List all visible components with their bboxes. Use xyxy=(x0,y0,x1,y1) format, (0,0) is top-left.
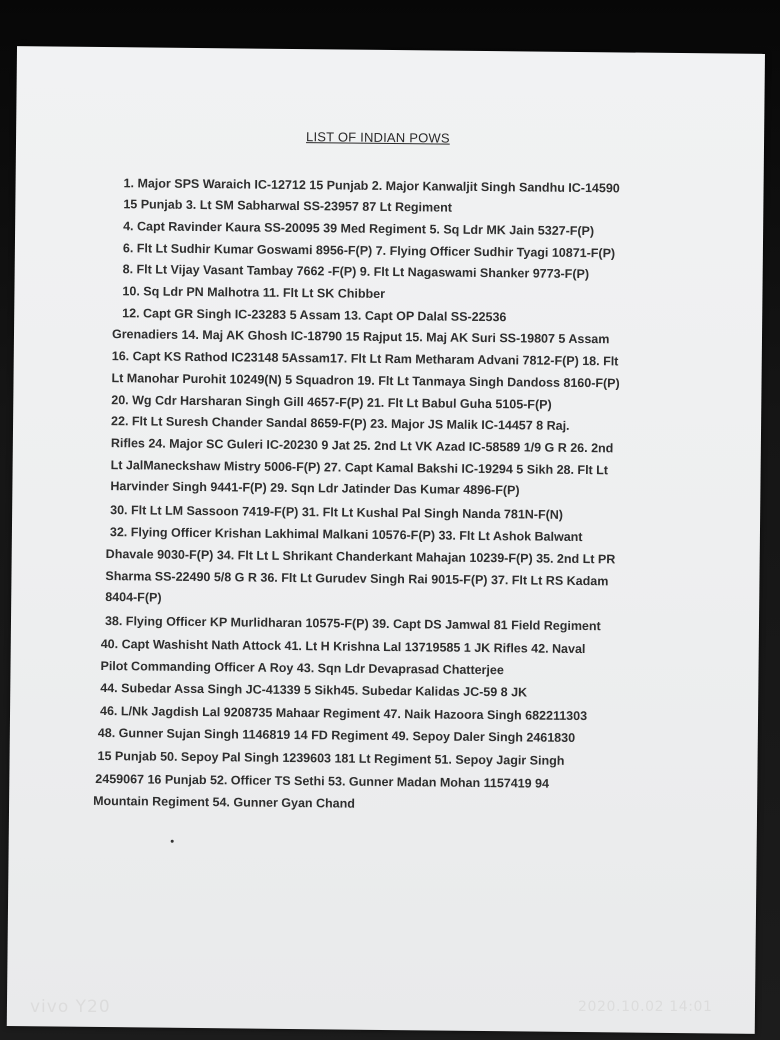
list-line: 38. Flying Officer KP Murlidharan 10575-F(P) 39. Capt DS Jamwal 81 Field Regiment xyxy=(104,614,601,634)
list-line: 22. Flt Lt Suresh Chander Sandal 8659-F(P) 23. Major JS Malik IC-14457 8 Raj. xyxy=(111,414,570,433)
list-line: 48. Gunner Sujan Singh 1146819 14 FD Regiment 49. Sepoy Daler Singh 2461830 xyxy=(97,725,576,745)
list-line: 30. Flt Lt LM Sassoon 7419-F(P) 31. Flt Lt Kushal Pal Singh Nanda 781N-F(N) xyxy=(110,503,564,522)
list-line: 15 Punjab 50. Sepoy Pal Singh 1239603 181 Lt Regiment 51. Sepoy Jagir Singh xyxy=(97,748,565,768)
list-line: Sharma SS-22490 5/8 G R 36. Flt Lt Gurudev Singh Rai 9015-F(P) 37. Flt Lt RS Kadam xyxy=(105,569,609,589)
list-line: 15 Punjab 3. Lt SM Sabharwal SS-23957 87 Lt Regiment xyxy=(123,197,453,215)
list-line: Mountain Regiment 54. Gunner Gyan Chand xyxy=(93,793,356,811)
list-line: 1. Major SPS Waraich IC-12712 15 Punjab 2. Major Kanwaljit Singh Sandhu IC-14590 xyxy=(123,176,620,196)
list-line: 6. Flt Lt Sudhir Kumar Goswami 8956-F(P) 7. Flying Officer Sudhir Tyagi 10871-F(P) xyxy=(122,241,616,261)
list-line: 8404-F(P) xyxy=(105,590,162,605)
list-line: Dhavale 9030-F(P) 34. Flt Lt L Shrikant Chanderkant Mahajan 10239-F(P) 35. 2nd Lt PR xyxy=(105,547,616,567)
list-line: 8. Flt Lt Vijay Vasant Tambay 7662 -F(P) 9. Flt Lt Nagaswami Shanker 9773-F(P) xyxy=(122,262,590,282)
list-line: 4. Capt Ravinder Kaura SS-20095 39 Med Regiment 5. Sq Ldr MK Jain 5327-F(P) xyxy=(123,219,595,239)
list-line: 12. Capt GR Singh IC-23283 5 Assam 13. Capt OP Dalal SS-22536 xyxy=(122,306,507,325)
list-line: Rifles 24. Major SC Guleri IC-20230 9 Jat 25. 2nd Lt VK Azad IC-58589 1/9 G R 26. 2nd xyxy=(110,436,614,456)
list-line: Lt JalManeckshaw Mistry 5006-F(P) 27. Capt Kamal Bakshi IC-19294 5 Sikh 28. Flt Lt xyxy=(110,458,609,478)
list-line: 32. Flying Officer Krishan Lakhimal Malkani 10576-F(P) 33. Flt Lt Ashok Balwant xyxy=(109,525,583,545)
camera-brand-watermark: vivo Y20 xyxy=(30,997,111,1017)
list-line: 16. Capt KS Rathod IC23148 5Assam17. Flt Lt Ram Metharam Advani 7812-F(P) 18. Flt xyxy=(111,349,619,369)
list-line: 40. Capt Washisht Nath Attock 41. Lt H Krishna Lal 13719585 1 JK Rifles 42. Naval xyxy=(100,636,586,657)
list-line: Lt Manohar Purohit 10249(N) 5 Squadron 19. Flt Lt Tanmaya Singh Dandoss 8160-F(P) xyxy=(111,371,620,391)
list-line: 10. Sq Ldr PN Malhotra 11. Flt Lt SK Chibber xyxy=(122,284,386,301)
camera-timestamp: 2020.10.02 14:01 xyxy=(578,999,713,1015)
list-line: 20. Wg Cdr Harsharan Singh Gill 4657-F(P) 21. Flt Lt Babul Guha 5105-F(P) xyxy=(111,393,552,412)
document-title: LIST OF INDIAN POWS xyxy=(306,129,450,146)
pow-list xyxy=(8,46,765,954)
ink-dot xyxy=(171,840,174,843)
list-line: Grenadiers 14. Maj AK Ghosh IC-18790 15 Rajput 15. Maj AK Suri SS-19807 5 Assam xyxy=(111,327,610,347)
document-page xyxy=(7,46,765,1034)
list-line: 2459067 16 Punjab 52. Officer TS Sethi 53. Gunner Madan Mohan 1157419 94 xyxy=(95,771,550,791)
list-line: Harvinder Singh 9441-F(P) 29. Sqn Ldr Jatinder Das Kumar 4896-F(P) xyxy=(110,479,520,498)
list-line: Pilot Commanding Officer A Roy 43. Sqn Ldr Devaprasad Chatterjee xyxy=(100,658,504,678)
list-line: 46. L/Nk Jagdish Lal 9208735 Mahaar Regiment 47. Naik Hazoora Singh 682211303 xyxy=(99,703,588,724)
list-line: 44. Subedar Assa Singh JC-41339 5 Sikh45. Subedar Kalidas JC-59 8 JK xyxy=(100,680,528,700)
